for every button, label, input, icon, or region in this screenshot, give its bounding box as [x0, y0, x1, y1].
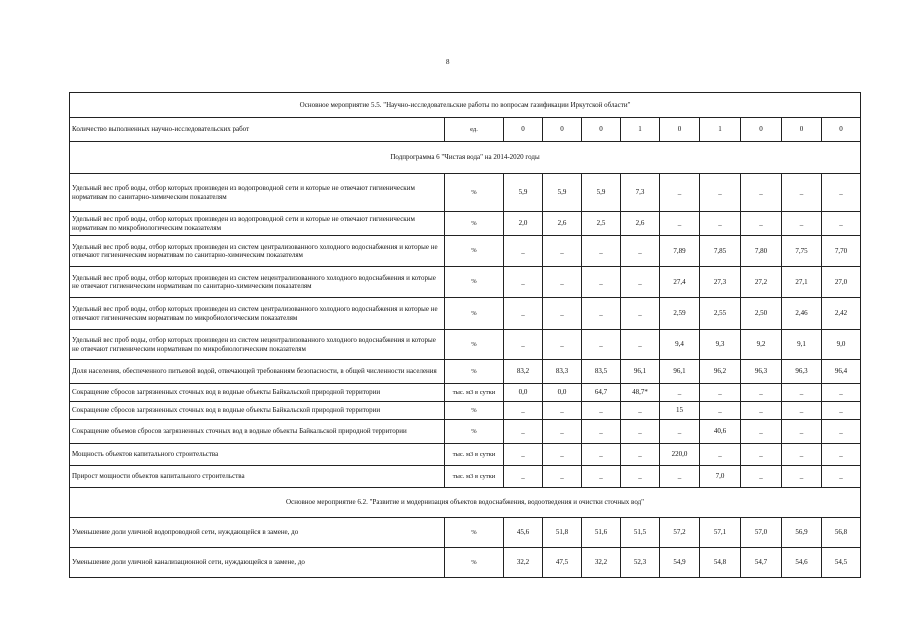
value-cell: 0 [822, 118, 861, 142]
value-cell: 54,6 [782, 548, 822, 578]
section-header-row [70, 488, 861, 518]
value-cell: 27,4 [660, 267, 700, 298]
value-cell: _ [660, 212, 700, 236]
value-cell: _ [621, 298, 660, 330]
value-cell: _ [822, 420, 861, 444]
value-cell: _ [582, 402, 621, 420]
value-cell: _ [660, 466, 700, 488]
value-cell: 5,9 [504, 174, 543, 212]
value-cell: 83,3 [543, 360, 582, 384]
value-cell: _ [782, 466, 822, 488]
value-cell: _ [741, 212, 782, 236]
value-cell: _ [543, 298, 582, 330]
value-cell: _ [741, 444, 782, 466]
value-cell: 5,9 [582, 174, 621, 212]
value-cell: 7,3 [621, 174, 660, 212]
value-cell: _ [543, 330, 582, 360]
table-row [70, 420, 861, 444]
indicator-name: Прирост мощности объектов капитального строительства [70, 466, 445, 488]
value-cell: 27,1 [782, 267, 822, 298]
value-cell: 9,1 [782, 330, 822, 360]
value-cell: _ [504, 420, 543, 444]
value-cell: _ [621, 267, 660, 298]
value-cell: _ [660, 420, 700, 444]
value-cell: _ [504, 298, 543, 330]
value-cell: _ [782, 444, 822, 466]
table-row [70, 518, 861, 548]
value-cell: 0 [741, 118, 782, 142]
value-cell: 45,6 [504, 518, 543, 548]
unit-cell: % [445, 360, 504, 384]
value-cell: _ [504, 330, 543, 360]
value-cell: 56,8 [822, 518, 861, 548]
unit-cell: тыс. м3 в сутки [445, 384, 504, 402]
value-cell: _ [700, 402, 741, 420]
value-cell: _ [504, 466, 543, 488]
value-cell: _ [822, 402, 861, 420]
section-title: Основное мероприятие 6.2. "Развитие и модернизация объектов водоснабжения, водоотведения и очистки сточных вод" [70, 488, 861, 518]
value-cell: _ [782, 384, 822, 402]
value-cell: 2,59 [660, 298, 700, 330]
value-cell: _ [504, 402, 543, 420]
value-cell: _ [582, 420, 621, 444]
value-cell: _ [543, 267, 582, 298]
table-row [70, 548, 861, 578]
indicator-name: Доля населения, обеспеченного питьевой водой, отвечающей требованиям безопасности, в общей численности населения [70, 360, 445, 384]
value-cell: 51,5 [621, 518, 660, 548]
value-cell: 0 [660, 118, 700, 142]
value-cell: 2,0 [504, 212, 543, 236]
value-cell: _ [741, 402, 782, 420]
section-header-row [70, 93, 861, 118]
value-cell: _ [621, 466, 660, 488]
value-cell: 0,0 [543, 384, 582, 402]
value-cell: _ [543, 402, 582, 420]
value-cell: 0 [782, 118, 822, 142]
value-cell: 7,0 [700, 466, 741, 488]
unit-cell: % [445, 236, 504, 267]
value-cell: _ [822, 466, 861, 488]
value-cell: _ [700, 384, 741, 402]
value-cell: _ [822, 384, 861, 402]
value-cell: 5,9 [543, 174, 582, 212]
value-cell: 9,4 [660, 330, 700, 360]
value-cell: 96,3 [782, 360, 822, 384]
value-cell: 57,1 [700, 518, 741, 548]
value-cell: _ [621, 236, 660, 267]
table-row [70, 298, 861, 330]
value-cell: 54,7 [741, 548, 782, 578]
indicator-name: Сокращение сбросов загрязненных сточных вод в водные объекты Байкальской природной территории [70, 402, 445, 420]
value-cell: 96,1 [621, 360, 660, 384]
value-cell: _ [504, 267, 543, 298]
value-cell: 7,70 [822, 236, 861, 267]
value-cell: _ [660, 174, 700, 212]
value-cell: 40,6 [700, 420, 741, 444]
table-row [70, 236, 861, 267]
value-cell: 7,75 [782, 236, 822, 267]
value-cell: _ [741, 420, 782, 444]
indicator-name: Сокращение сбросов загрязненных сточных вод в водные объекты Байкальской природной территории [70, 384, 445, 402]
value-cell: 83,5 [582, 360, 621, 384]
value-cell: _ [621, 420, 660, 444]
value-cell: 7,85 [700, 236, 741, 267]
value-cell: 54,5 [822, 548, 861, 578]
value-cell: 15 [660, 402, 700, 420]
value-cell: 52,3 [621, 548, 660, 578]
indicator-name: Количество выполненных научно-исследовательских работ [70, 118, 445, 142]
value-cell: _ [822, 444, 861, 466]
indicator-name: Уменьшение доли уличной канализационной сети, нуждающейся в замене, до [70, 548, 445, 578]
indicator-name: Удельный вес проб воды, отбор которых произведен из систем централизованного холодного водоснабжения и которые не отвечают гигиеническим нормативам по санитарно-химическим показателям [70, 236, 445, 267]
table-row [70, 466, 861, 488]
value-cell: _ [582, 466, 621, 488]
value-cell: 27,2 [741, 267, 782, 298]
table-row [70, 402, 861, 420]
value-cell: 64,7 [582, 384, 621, 402]
value-cell: _ [543, 420, 582, 444]
value-cell: 9,3 [700, 330, 741, 360]
value-cell: _ [582, 330, 621, 360]
table-row [70, 384, 861, 402]
value-cell: 0 [582, 118, 621, 142]
value-cell: 9,0 [822, 330, 861, 360]
value-cell: 0 [504, 118, 543, 142]
value-cell: _ [660, 384, 700, 402]
value-cell: _ [700, 444, 741, 466]
table-row [70, 267, 861, 298]
value-cell: 2,42 [822, 298, 861, 330]
value-cell: 0 [543, 118, 582, 142]
value-cell: 96,2 [700, 360, 741, 384]
value-cell: 9,2 [741, 330, 782, 360]
value-cell: 47,5 [543, 548, 582, 578]
table-row [70, 118, 861, 142]
indicator-name: Уменьшение доли уличной водопроводной сети, нуждающейся в замене, до [70, 518, 445, 548]
value-cell: _ [504, 444, 543, 466]
table-row [70, 330, 861, 360]
value-cell: _ [822, 212, 861, 236]
indicator-table [69, 92, 861, 578]
value-cell: _ [621, 444, 660, 466]
value-cell: 2,6 [543, 212, 582, 236]
table-row [70, 444, 861, 466]
value-cell: 7,80 [741, 236, 782, 267]
value-cell: 57,2 [660, 518, 700, 548]
value-cell: _ [504, 236, 543, 267]
unit-cell: % [445, 420, 504, 444]
unit-cell: % [445, 267, 504, 298]
value-cell: _ [582, 444, 621, 466]
value-cell: 51,8 [543, 518, 582, 548]
value-cell: 96,3 [741, 360, 782, 384]
value-cell: 83,2 [504, 360, 543, 384]
value-cell: 27,3 [700, 267, 741, 298]
table-body [70, 93, 861, 578]
value-cell: 54,9 [660, 548, 700, 578]
value-cell: 32,2 [582, 548, 621, 578]
value-cell: _ [621, 402, 660, 420]
value-cell: 96,1 [660, 360, 700, 384]
indicator-name: Мощность объектов капитального строительства [70, 444, 445, 466]
indicator-name: Удельный вес проб воды, отбор которых произведен из систем нецентрализованного холодного водоснабжения и которые не отвечают гигиеническим нормативам по санитарно-химическим показателям [70, 267, 445, 298]
value-cell: 96,4 [822, 360, 861, 384]
value-cell: 27,0 [822, 267, 861, 298]
value-cell: 2,55 [700, 298, 741, 330]
value-cell: _ [782, 174, 822, 212]
value-cell: 54,8 [700, 548, 741, 578]
value-cell: 57,0 [741, 518, 782, 548]
unit-cell: % [445, 402, 504, 420]
value-cell: 32,2 [504, 548, 543, 578]
value-cell: _ [700, 174, 741, 212]
value-cell: 1 [700, 118, 741, 142]
unit-cell: тыс. м3 в сутки [445, 466, 504, 488]
value-cell: _ [582, 236, 621, 267]
value-cell: 51,6 [582, 518, 621, 548]
indicator-name: Удельный вес проб воды, отбор которых произведен из систем централизованного холодного водоснабжения и которые не отвечают гигиеническим нормативам по микробиологическим показателям [70, 298, 445, 330]
unit-cell: % [445, 518, 504, 548]
value-cell: 2,50 [741, 298, 782, 330]
value-cell: 2,46 [782, 298, 822, 330]
value-cell: _ [543, 466, 582, 488]
section-header-row [70, 142, 861, 174]
value-cell: _ [822, 174, 861, 212]
value-cell: _ [621, 330, 660, 360]
table-row [70, 360, 861, 384]
unit-cell: тыс. м3 в сутки [445, 444, 504, 466]
value-cell: 56,9 [782, 518, 822, 548]
unit-cell: % [445, 330, 504, 360]
value-cell: 2,6 [621, 212, 660, 236]
unit-cell: % [445, 548, 504, 578]
section-title: Подпрограмма 6 "Чистая вода" на 2014-2020 годы [70, 142, 861, 174]
value-cell: 7,89 [660, 236, 700, 267]
page-number: 8 [446, 58, 450, 66]
value-cell: 220,0 [660, 444, 700, 466]
value-cell: _ [582, 298, 621, 330]
section-title: Основное мероприятие 5.5. "Научно-исследовательские работы по вопросам газификации Иркутской области" [70, 93, 861, 118]
value-cell: _ [582, 267, 621, 298]
unit-cell: % [445, 174, 504, 212]
value-cell: _ [543, 444, 582, 466]
indicator-name: Сокращение объемов сбросов загрязненных сточных вод в водные объекты Байкальской природной территории [70, 420, 445, 444]
value-cell: _ [782, 402, 822, 420]
value-cell: _ [741, 384, 782, 402]
value-cell: 2,5 [582, 212, 621, 236]
indicator-name: Удельный вес проб воды, отбор которых произведен из водопроводной сети и которые не отвечают гигиеническим нормативам по санитарно-химическим показателям [70, 174, 445, 212]
value-cell: 0,0 [504, 384, 543, 402]
unit-cell: ед. [445, 118, 504, 142]
value-cell: _ [782, 212, 822, 236]
value-cell: 48,7* [621, 384, 660, 402]
value-cell: _ [543, 236, 582, 267]
table-row [70, 212, 861, 236]
value-cell: _ [741, 174, 782, 212]
table-row [70, 174, 861, 212]
unit-cell: % [445, 212, 504, 236]
value-cell: _ [700, 212, 741, 236]
indicator-name: Удельный вес проб воды, отбор которых произведен из водопроводной сети и которые не отвечают гигиеническим нормативам по микробиологическим показателям [70, 212, 445, 236]
value-cell: _ [741, 466, 782, 488]
value-cell: _ [782, 420, 822, 444]
value-cell: 1 [621, 118, 660, 142]
indicator-name: Удельный вес проб воды, отбор которых произведен из систем нецентрализованного холодного водоснабжения и которые не отвечают гигиеническим нормативам по микробиологическим показателям [70, 330, 445, 360]
unit-cell: % [445, 298, 504, 330]
